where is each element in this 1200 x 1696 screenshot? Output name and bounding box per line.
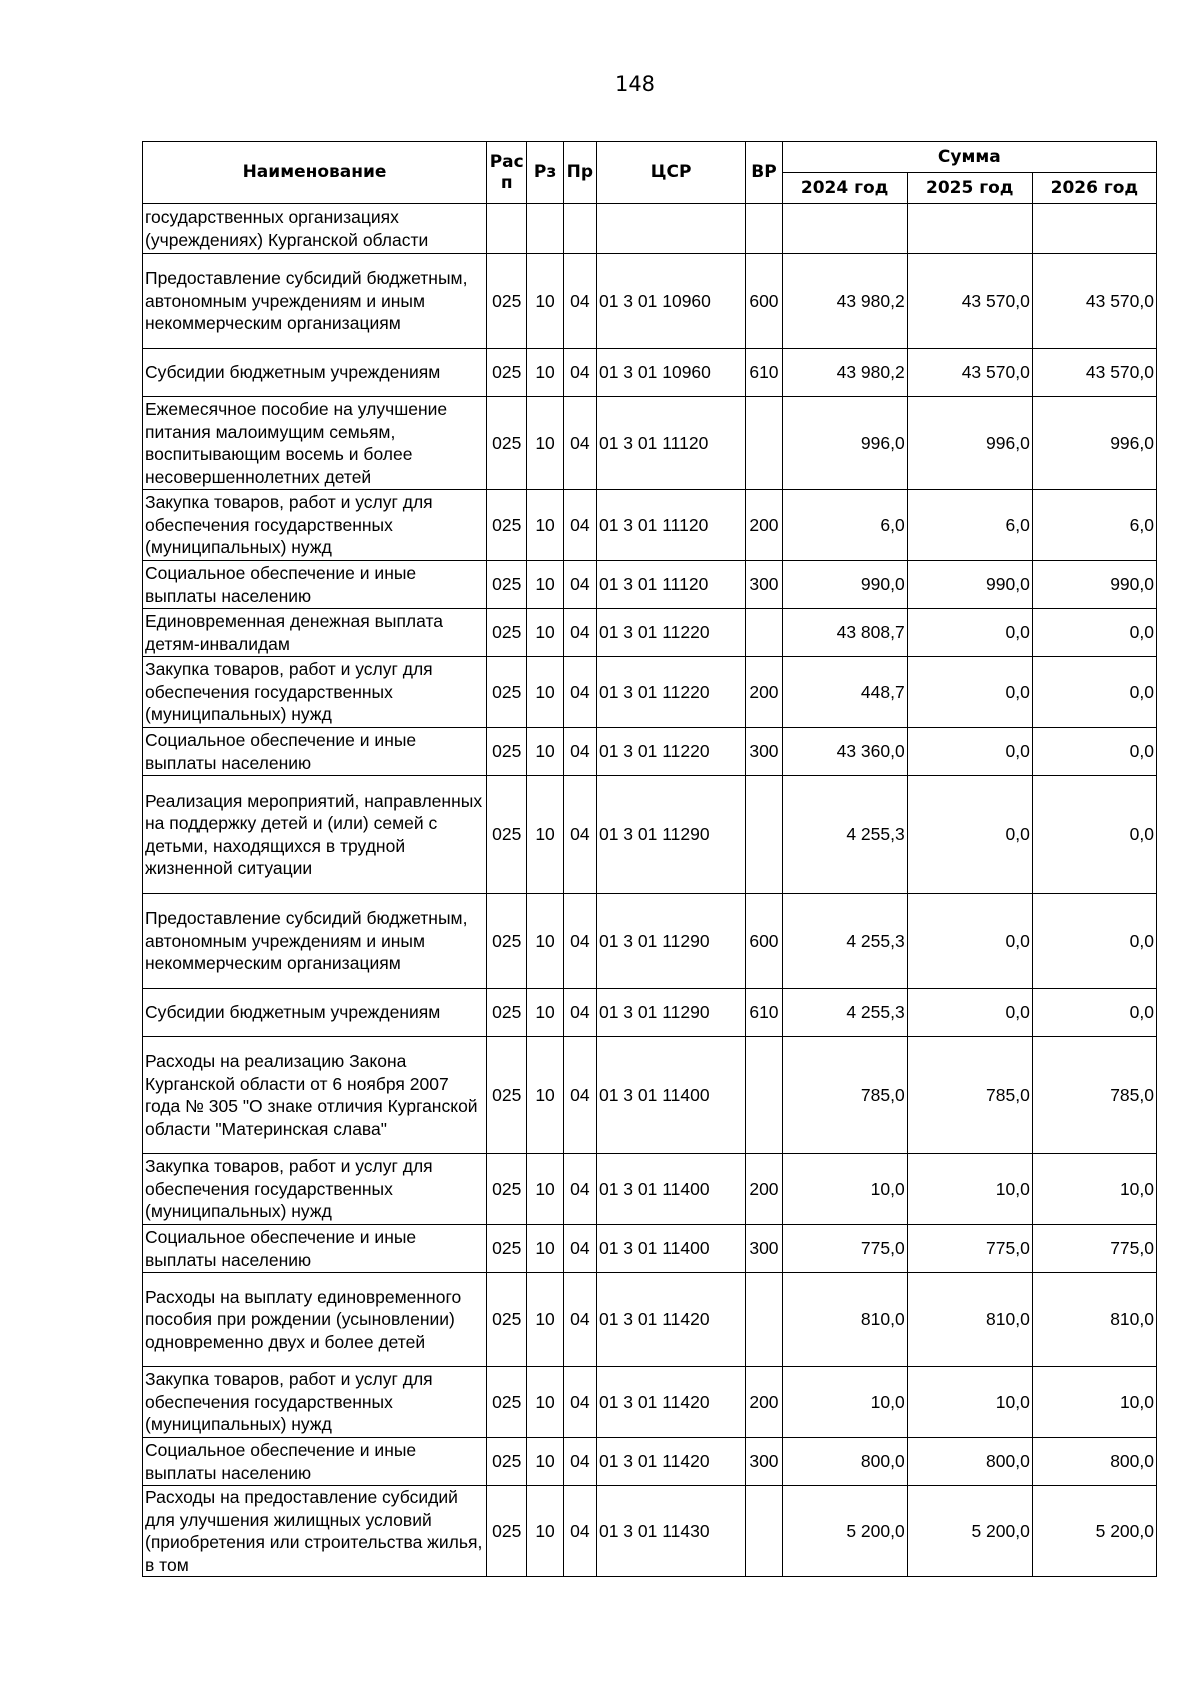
row-sum-2024: 5 200,0 <box>782 1486 907 1577</box>
header-2025: 2025 год <box>907 173 1032 204</box>
row-sum-2025: 5 200,0 <box>907 1486 1032 1577</box>
row-rasp: 025 <box>487 728 527 776</box>
header-csr: ЦСР <box>596 142 745 204</box>
row-csr: 01 3 01 10960 <box>596 349 745 397</box>
table-row <box>143 609 1157 657</box>
row-sum-2025 <box>907 204 1032 254</box>
row-csr: 01 3 01 11220 <box>596 728 745 776</box>
row-pr: 04 <box>563 561 596 609</box>
row-sum-2026: 10,0 <box>1032 1367 1156 1438</box>
row-sum-2026: 5 200,0 <box>1032 1486 1156 1577</box>
row-sum-2026: 0,0 <box>1032 989 1156 1037</box>
row-sum-2026: 996,0 <box>1032 397 1156 490</box>
row-sum-2025: 810,0 <box>907 1273 1032 1367</box>
row-sum-2026: 810,0 <box>1032 1273 1156 1367</box>
row-sum-2024: 990,0 <box>782 561 907 609</box>
row-pr <box>563 204 596 254</box>
row-name: Единовременная денежная выплата детям-инвалидам <box>143 609 487 657</box>
row-name: Субсидии бюджетным учреждениям <box>143 989 487 1037</box>
row-sum-2025: 0,0 <box>907 894 1032 989</box>
row-csr: 01 3 01 10960 <box>596 254 745 349</box>
row-vr: 600 <box>746 254 782 349</box>
row-csr: 01 3 01 11420 <box>596 1273 745 1367</box>
row-sum-2025: 990,0 <box>907 561 1032 609</box>
row-vr: 200 <box>746 490 782 561</box>
row-vr <box>746 397 782 490</box>
row-rz: 10 <box>527 894 563 989</box>
row-csr: 01 3 01 11420 <box>596 1438 745 1486</box>
row-sum-2025: 10,0 <box>907 1367 1032 1438</box>
row-sum-2024: 810,0 <box>782 1273 907 1367</box>
row-pr: 04 <box>563 397 596 490</box>
row-rz <box>527 204 563 254</box>
page-number: 148 <box>614 72 656 96</box>
row-vr: 300 <box>746 1225 782 1273</box>
row-sum-2024: 800,0 <box>782 1438 907 1486</box>
row-pr: 04 <box>563 490 596 561</box>
row-rasp: 025 <box>487 609 527 657</box>
header-2024: 2024 год <box>782 173 907 204</box>
row-vr <box>746 1486 782 1577</box>
row-csr: 01 3 01 11120 <box>596 397 745 490</box>
row-csr: 01 3 01 11290 <box>596 894 745 989</box>
row-pr: 04 <box>563 1225 596 1273</box>
row-pr: 04 <box>563 609 596 657</box>
row-sum-2025: 0,0 <box>907 776 1032 894</box>
row-vr <box>746 1037 782 1154</box>
row-pr: 04 <box>563 254 596 349</box>
header-pr: Пр <box>563 142 596 204</box>
table-row <box>143 1367 1157 1438</box>
row-sum-2026: 0,0 <box>1032 776 1156 894</box>
row-csr: 01 3 01 11220 <box>596 609 745 657</box>
row-name: Расходы на предоставление субсидий для улучшения жилищных условий (приобретения или строительства жилья, в том <box>143 1486 487 1577</box>
row-sum-2024: 4 255,3 <box>782 776 907 894</box>
row-csr: 01 3 01 11420 <box>596 1367 745 1438</box>
table-row <box>143 1273 1157 1367</box>
row-rasp: 025 <box>487 397 527 490</box>
row-csr: 01 3 01 11120 <box>596 561 745 609</box>
row-pr: 04 <box>563 894 596 989</box>
row-sum-2026 <box>1032 204 1156 254</box>
table-row <box>143 204 1157 254</box>
row-vr <box>746 776 782 894</box>
row-sum-2024: 43 808,7 <box>782 609 907 657</box>
header-rz: Рз <box>527 142 563 204</box>
table-row <box>143 254 1157 349</box>
row-rz: 10 <box>527 254 563 349</box>
row-rz: 10 <box>527 1367 563 1438</box>
table-row <box>143 1037 1157 1154</box>
row-sum-2025: 785,0 <box>907 1037 1032 1154</box>
table-row <box>143 728 1157 776</box>
row-pr: 04 <box>563 657 596 728</box>
row-pr: 04 <box>563 349 596 397</box>
row-sum-2024: 785,0 <box>782 1037 907 1154</box>
table-row <box>143 397 1157 490</box>
row-vr <box>746 1273 782 1367</box>
row-sum-2024: 4 255,3 <box>782 989 907 1037</box>
row-name: Социальное обеспечение и иные выплаты населению <box>143 561 487 609</box>
row-vr <box>746 204 782 254</box>
row-name: Реализация мероприятий, направленных на поддержку детей и (или) семей с детьми, находящихся в трудной жизненной ситуации <box>143 776 487 894</box>
row-sum-2025: 0,0 <box>907 609 1032 657</box>
table-row <box>143 561 1157 609</box>
row-sum-2026: 0,0 <box>1032 609 1156 657</box>
row-sum-2024: 4 255,3 <box>782 894 907 989</box>
row-csr: 01 3 01 11120 <box>596 490 745 561</box>
row-rasp: 025 <box>487 1438 527 1486</box>
row-name: Закупка товаров, работ и услуг для обеспечения государственных (муниципальных) нужд <box>143 1367 487 1438</box>
table-row <box>143 1486 1157 1577</box>
row-rz: 10 <box>527 1273 563 1367</box>
table-row <box>143 894 1157 989</box>
row-sum-2026: 43 570,0 <box>1032 254 1156 349</box>
row-rz: 10 <box>527 657 563 728</box>
row-rasp: 025 <box>487 657 527 728</box>
row-name: Социальное обеспечение и иные выплаты населению <box>143 728 487 776</box>
table-row <box>143 1438 1157 1486</box>
row-name: Предоставление субсидий бюджетным, автономным учреждениям и иным некоммерческим организациям <box>143 254 487 349</box>
row-rasp: 025 <box>487 894 527 989</box>
row-csr: 01 3 01 11220 <box>596 657 745 728</box>
row-vr: 200 <box>746 657 782 728</box>
row-rz: 10 <box>527 989 563 1037</box>
row-rz: 10 <box>527 1438 563 1486</box>
row-sum-2026: 0,0 <box>1032 728 1156 776</box>
row-sum-2025: 800,0 <box>907 1438 1032 1486</box>
budget-table <box>142 141 1157 1577</box>
row-rasp: 025 <box>487 1154 527 1225</box>
row-rz: 10 <box>527 397 563 490</box>
row-csr <box>596 204 745 254</box>
row-vr: 300 <box>746 728 782 776</box>
row-sum-2026: 0,0 <box>1032 657 1156 728</box>
row-vr: 300 <box>746 561 782 609</box>
row-rasp: 025 <box>487 349 527 397</box>
row-sum-2025: 43 570,0 <box>907 349 1032 397</box>
row-sum-2026: 800,0 <box>1032 1438 1156 1486</box>
row-name: Социальное обеспечение и иные выплаты населению <box>143 1438 487 1486</box>
row-csr: 01 3 01 11430 <box>596 1486 745 1577</box>
row-sum-2026: 0,0 <box>1032 894 1156 989</box>
row-rasp: 025 <box>487 1225 527 1273</box>
row-rasp: 025 <box>487 561 527 609</box>
row-pr: 04 <box>563 1367 596 1438</box>
row-rasp: 025 <box>487 776 527 894</box>
row-rz: 10 <box>527 1486 563 1577</box>
row-sum-2025: 0,0 <box>907 728 1032 776</box>
row-vr: 300 <box>746 1438 782 1486</box>
row-name: Социальное обеспечение и иные выплаты населению <box>143 1225 487 1273</box>
row-pr: 04 <box>563 989 596 1037</box>
row-rz: 10 <box>527 349 563 397</box>
row-csr: 01 3 01 11400 <box>596 1225 745 1273</box>
row-rz: 10 <box>527 1154 563 1225</box>
row-sum-2026: 10,0 <box>1032 1154 1156 1225</box>
row-pr: 04 <box>563 776 596 894</box>
row-sum-2026: 775,0 <box>1032 1225 1156 1273</box>
row-rasp: 025 <box>487 1367 527 1438</box>
table-body <box>143 204 1157 1577</box>
row-rz: 10 <box>527 609 563 657</box>
row-sum-2026: 43 570,0 <box>1032 349 1156 397</box>
row-sum-2024: 43 980,2 <box>782 349 907 397</box>
row-rz: 10 <box>527 490 563 561</box>
row-rz: 10 <box>527 1225 563 1273</box>
row-sum-2024: 448,7 <box>782 657 907 728</box>
table-row <box>143 349 1157 397</box>
row-pr: 04 <box>563 1438 596 1486</box>
row-rasp: 025 <box>487 490 527 561</box>
row-pr: 04 <box>563 1037 596 1154</box>
table-row <box>143 1225 1157 1273</box>
row-vr: 200 <box>746 1154 782 1225</box>
row-csr: 01 3 01 11400 <box>596 1154 745 1225</box>
row-sum-2024: 996,0 <box>782 397 907 490</box>
header-rasp: Рас п <box>487 142 527 204</box>
row-rz: 10 <box>527 728 563 776</box>
row-sum-2025: 996,0 <box>907 397 1032 490</box>
row-name: государственных организациях (учреждениях) Курганской области <box>143 204 487 254</box>
row-sum-2024: 10,0 <box>782 1154 907 1225</box>
row-sum-2025: 0,0 <box>907 989 1032 1037</box>
table-header <box>143 142 1157 204</box>
row-sum-2024: 6,0 <box>782 490 907 561</box>
row-pr: 04 <box>563 1154 596 1225</box>
table-row <box>143 989 1157 1037</box>
row-rz: 10 <box>527 561 563 609</box>
header-sum: Сумма <box>782 142 1156 173</box>
table-row <box>143 657 1157 728</box>
table-row <box>143 490 1157 561</box>
row-sum-2025: 0,0 <box>907 657 1032 728</box>
row-sum-2024 <box>782 204 907 254</box>
row-vr: 610 <box>746 349 782 397</box>
header-2026: 2026 год <box>1032 173 1156 204</box>
row-rasp: 025 <box>487 989 527 1037</box>
row-sum-2025: 6,0 <box>907 490 1032 561</box>
row-name: Расходы на реализацию Закона Курганской области от 6 ноября 2007 года № 305 "О знаке отличия Курганской области "Материнская слава" <box>143 1037 487 1154</box>
row-pr: 04 <box>563 1486 596 1577</box>
row-rasp <box>487 204 527 254</box>
row-sum-2024: 10,0 <box>782 1367 907 1438</box>
row-vr: 610 <box>746 989 782 1037</box>
row-vr: 600 <box>746 894 782 989</box>
row-sum-2025: 775,0 <box>907 1225 1032 1273</box>
row-csr: 01 3 01 11290 <box>596 989 745 1037</box>
row-pr: 04 <box>563 728 596 776</box>
row-sum-2026: 6,0 <box>1032 490 1156 561</box>
row-name: Закупка товаров, работ и услуг для обеспечения государственных (муниципальных) нужд <box>143 490 487 561</box>
row-rz: 10 <box>527 1037 563 1154</box>
row-rasp: 025 <box>487 1486 527 1577</box>
row-rasp: 025 <box>487 254 527 349</box>
header-vr: ВР <box>746 142 782 204</box>
row-rasp: 025 <box>487 1037 527 1154</box>
row-sum-2025: 43 570,0 <box>907 254 1032 349</box>
table-row <box>143 1154 1157 1225</box>
row-name: Закупка товаров, работ и услуг для обеспечения государственных (муниципальных) нужд <box>143 1154 487 1225</box>
row-csr: 01 3 01 11290 <box>596 776 745 894</box>
header-name: Наименование <box>143 142 487 204</box>
row-sum-2024: 775,0 <box>782 1225 907 1273</box>
row-pr: 04 <box>563 1273 596 1367</box>
row-rasp: 025 <box>487 1273 527 1367</box>
row-sum-2025: 10,0 <box>907 1154 1032 1225</box>
row-csr: 01 3 01 11400 <box>596 1037 745 1154</box>
row-vr <box>746 609 782 657</box>
row-name: Закупка товаров, работ и услуг для обеспечения государственных (муниципальных) нужд <box>143 657 487 728</box>
table-row <box>143 776 1157 894</box>
row-name: Субсидии бюджетным учреждениям <box>143 349 487 397</box>
row-name: Расходы на выплату единовременного пособия при рождении (усыновлении) одновременно двух и более детей <box>143 1273 487 1367</box>
row-sum-2024: 43 360,0 <box>782 728 907 776</box>
row-sum-2024: 43 980,2 <box>782 254 907 349</box>
row-rz: 10 <box>527 776 563 894</box>
row-sum-2026: 990,0 <box>1032 561 1156 609</box>
row-sum-2026: 785,0 <box>1032 1037 1156 1154</box>
row-name: Ежемесячное пособие на улучшение питания малоимущим семьям, воспитывающим восемь и более несовершеннолетних детей <box>143 397 487 490</box>
row-name: Предоставление субсидий бюджетным, автономным учреждениям и иным некоммерческим организациям <box>143 894 487 989</box>
row-vr: 200 <box>746 1367 782 1438</box>
